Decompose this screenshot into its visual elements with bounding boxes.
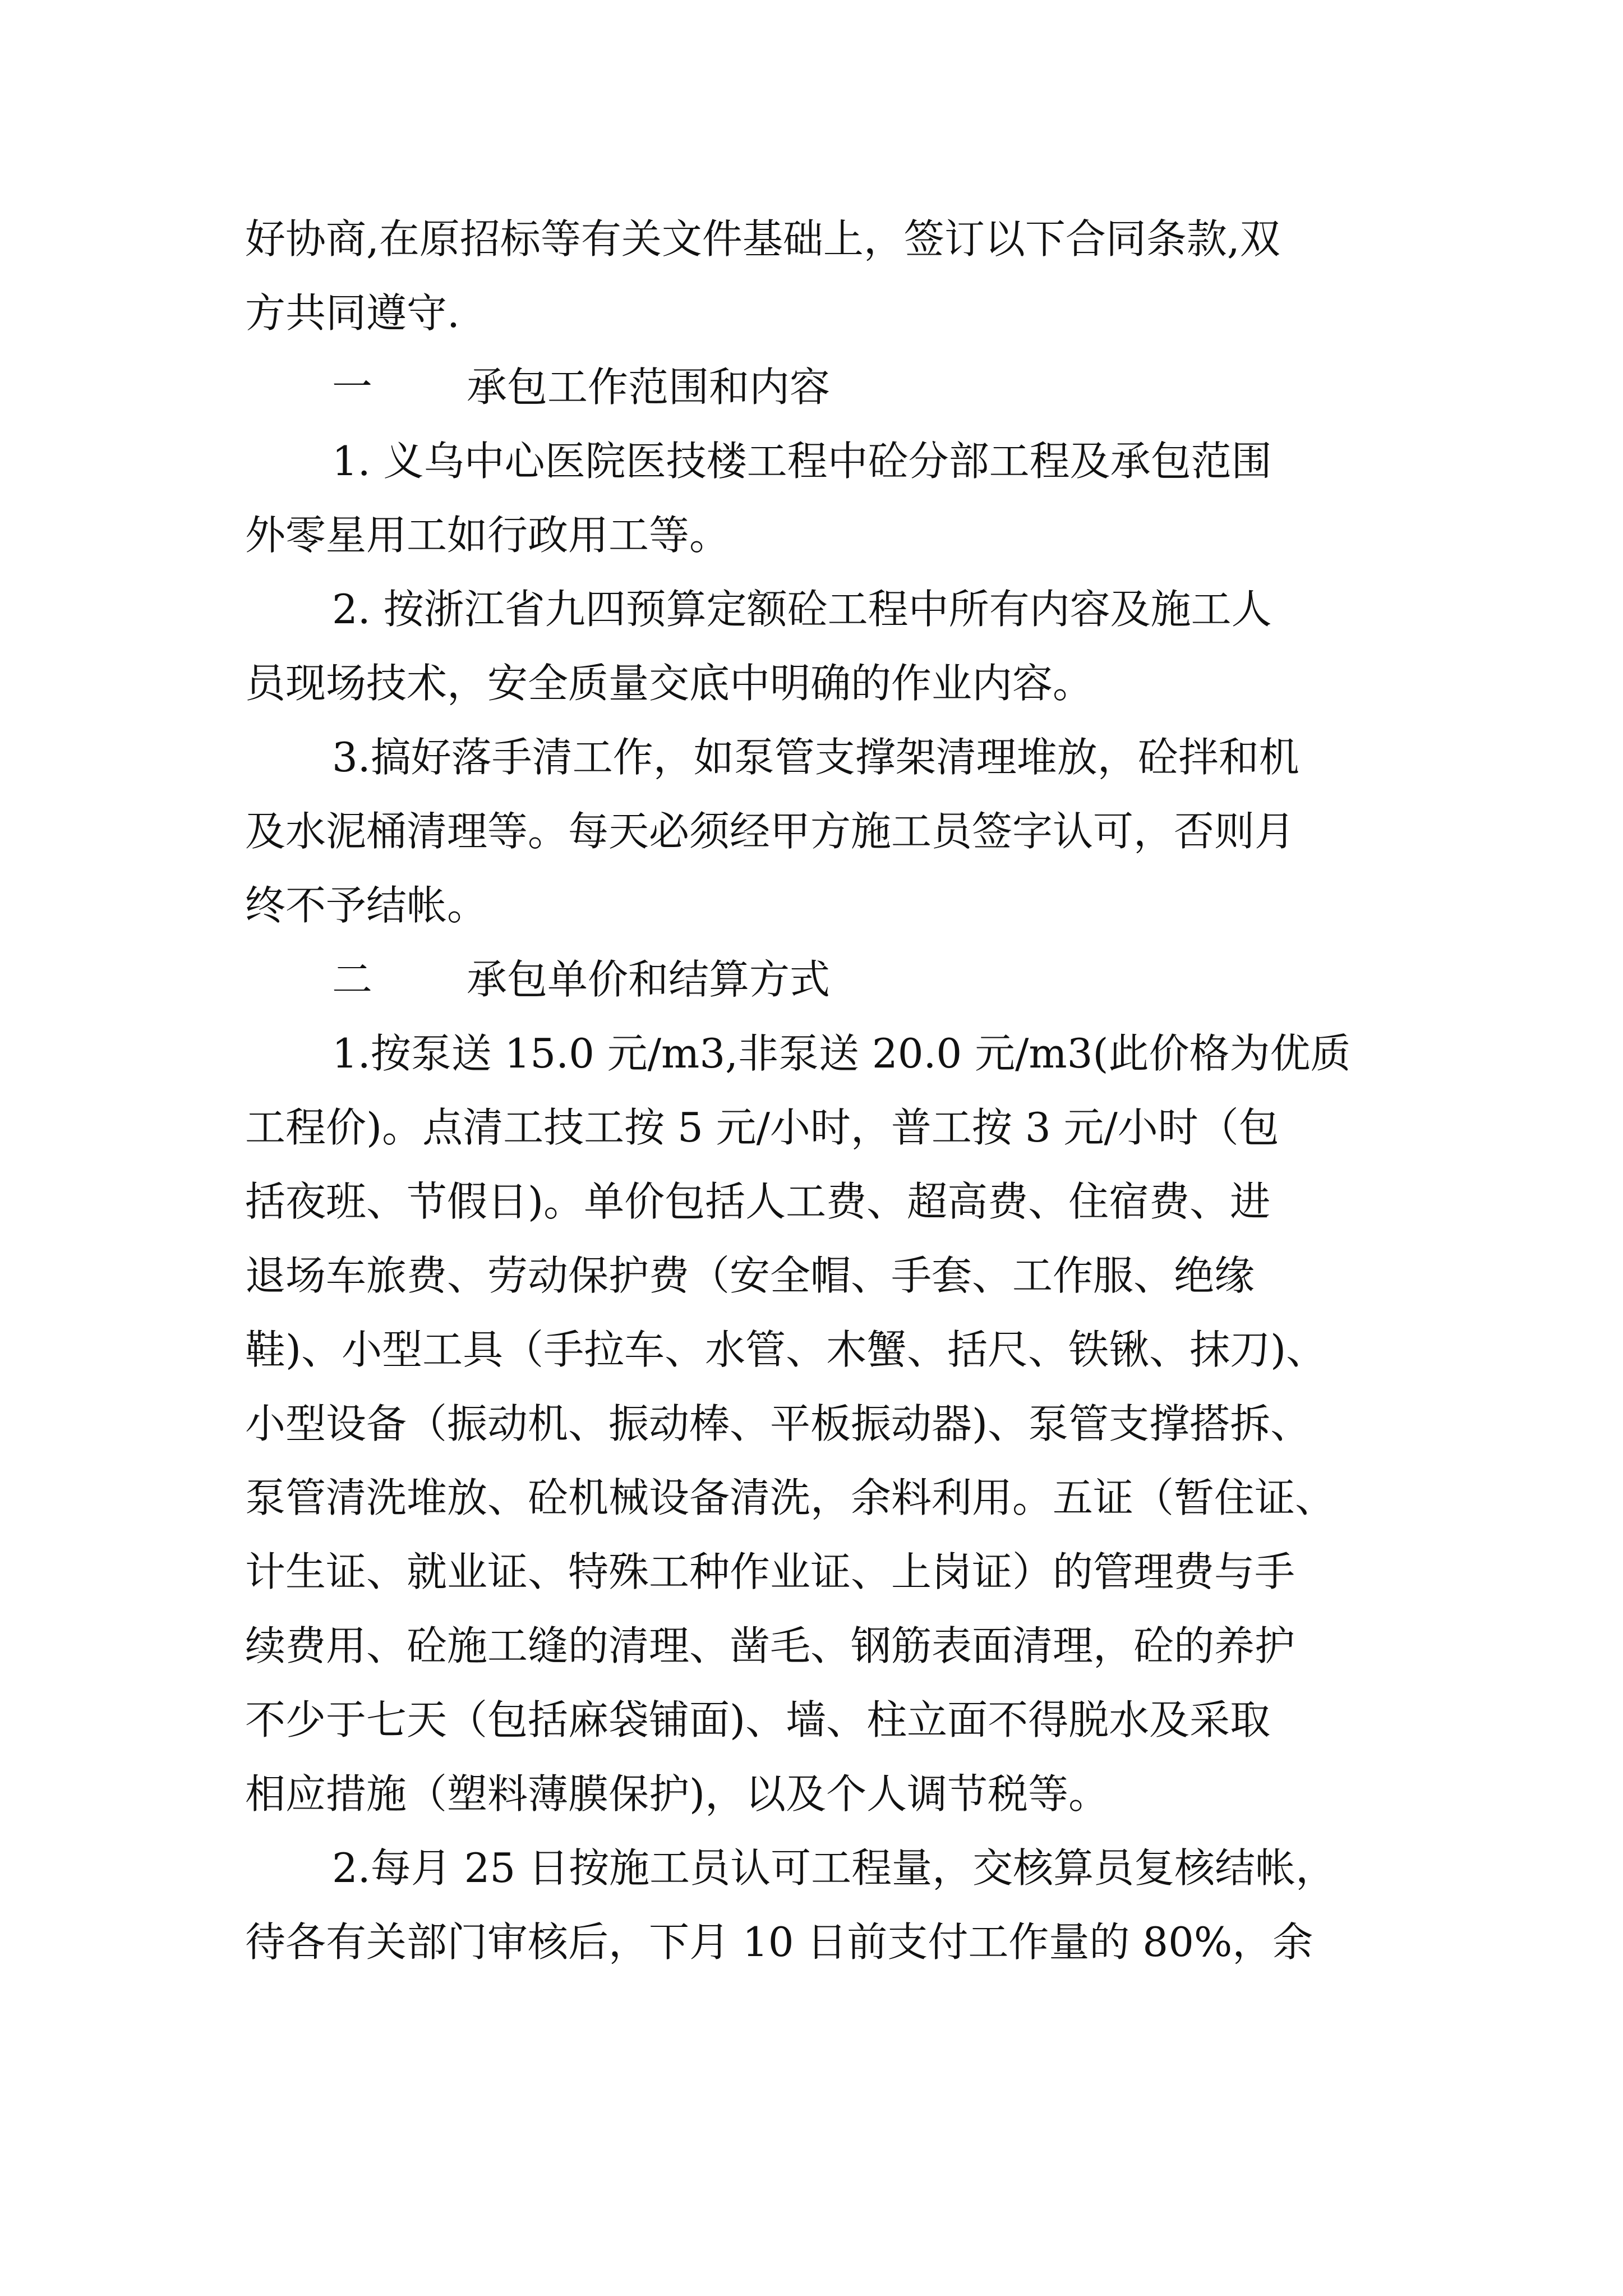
paragraph-line: 鞋)、小型工具（手拉车、水管、木蟹、括尺、铁锹、抹刀)、 xyxy=(245,1326,1327,1373)
section-title: 承包单价和结算方式 xyxy=(467,956,831,1003)
section-heading-1 xyxy=(245,350,1423,424)
paragraph-line: 待各有关部门审核后，下月 10 日前支付工作量的 80%，余 xyxy=(245,1918,1313,1966)
paragraph-line: 工程价)。点清工技工按 5 元/小时，普工按 3 元/小时（包 xyxy=(245,1104,1279,1151)
section-number: 一 xyxy=(332,364,373,411)
paragraph-line: 续费用、砼施工缝的清理、凿毛、钢筋表面清理，砼的养护 xyxy=(245,1622,1295,1669)
paragraph-line: 不少于七天（包括麻袋铺面)、墙、柱立面不得脱水及采取 xyxy=(245,1696,1271,1743)
section-number: 二 xyxy=(332,956,373,1003)
section-title: 承包工作范围和内容 xyxy=(467,364,831,411)
paragraph-line: 及水泥桶清理等。每天必须经甲方施工员签字认可，否则月 xyxy=(245,808,1295,855)
paragraph-line: 3.搞好落手清工作，如泵管支撑架清理堆放，砼拌和机 xyxy=(332,734,1299,781)
paragraph-line: 1.按泵送 15.0 元/m3,非泵送 20.0 元/m3(此价格为优质 xyxy=(332,1030,1351,1077)
intro-line-1: 好协商,在原招标等有关文件基础上，签订以下合同条款,双 xyxy=(245,215,1280,263)
paragraph-line: 括夜班、节假日)。单价包括人工费、超高费、住宿费、进 xyxy=(245,1178,1271,1225)
section-heading-2 xyxy=(245,942,1423,1016)
paragraph-line: 退场车旅费、劳动保护费（安全帽、手套、工作服、绝缘 xyxy=(245,1252,1255,1299)
paragraph-line: 相应措施（塑料薄膜保护)，以及个人调节税等。 xyxy=(245,1770,1109,1818)
paragraph-line: 小型设备（振动机、振动棒、平板振动器)、泵管支撑搭拆、 xyxy=(245,1400,1311,1447)
paragraph-line: 员现场技术，安全质量交底中明确的作业内容。 xyxy=(245,660,1094,707)
paragraph-line: 2.每月 25 日按施工员认可工程量，交核算员复核结帐， xyxy=(332,1844,1336,1892)
paragraph-line: 泵管清洗堆放、砼机械设备清洗，余料利用。五证（暂住证、 xyxy=(245,1474,1336,1521)
paragraph-line: 外零星用工如行政用工等。 xyxy=(245,512,730,559)
paragraph-line: 计生证、就业证、特殊工种作业证、上岗证）的管理费与手 xyxy=(245,1548,1295,1595)
document-body xyxy=(245,202,1423,1979)
paragraph-line: 1. 义乌中心医院医技楼工程中砼分部工程及承包范围 xyxy=(332,438,1272,485)
intro-line-2: 方共同遵守. xyxy=(245,289,460,337)
paragraph-line: 终不予结帐。 xyxy=(245,882,488,929)
paragraph-line: 2. 按浙江省九四预算定额砼工程中所有内容及施工人 xyxy=(332,586,1272,633)
